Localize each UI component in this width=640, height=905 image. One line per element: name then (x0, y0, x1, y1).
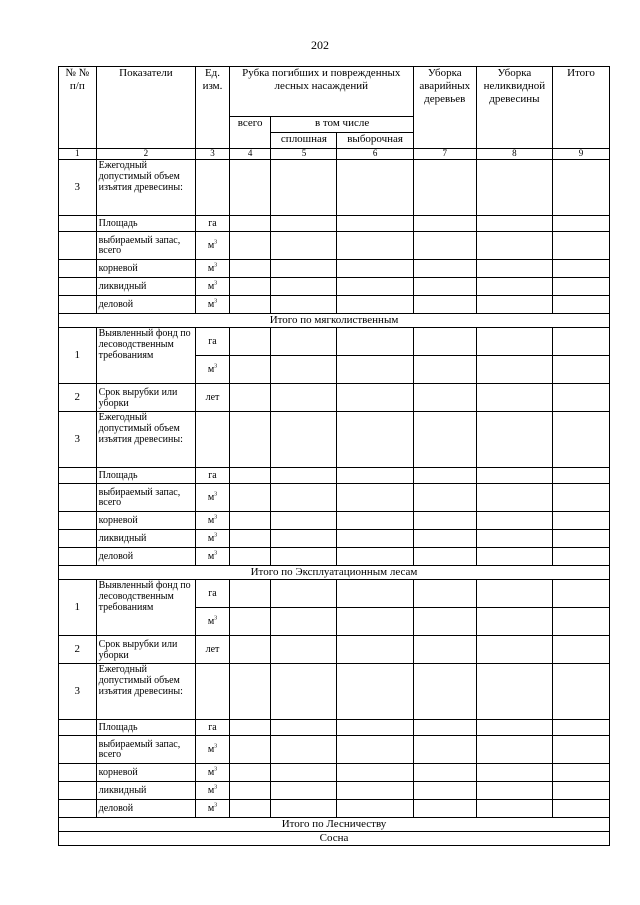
cutting-period-label: Срок вырубки или уборки (96, 384, 196, 412)
species-row (59, 832, 610, 846)
page-number: 202 (311, 38, 329, 52)
unit-m3: $м^3$ (196, 260, 230, 278)
unit-m3: $м^3$ (196, 296, 230, 314)
unit-m3: $м^3$ (196, 356, 230, 384)
table-row: 3 Ежегодный допустимый объем изъятия древесины: (59, 664, 610, 720)
table-row (59, 296, 610, 314)
species-pine: Сосна (59, 832, 610, 846)
business-label: деловой (96, 296, 196, 314)
unit-m3: $м^3$ (196, 484, 230, 512)
table-row (59, 260, 610, 278)
table-row (59, 764, 610, 782)
area-label: Площадь (96, 468, 196, 484)
col-num: 7 (413, 149, 476, 160)
column-numbers-row (59, 149, 610, 160)
area-label: Площадь (96, 720, 196, 736)
table-row (59, 782, 610, 800)
area-label: Площадь (96, 216, 196, 232)
root-label: корневой (96, 764, 196, 782)
header-clear-cut: сплошная (271, 133, 337, 149)
selected-stock-label: выбираемый запас, всего (96, 484, 196, 512)
total-row (59, 818, 610, 832)
table-row: 3 Ежегодный допустимый объем изъятия древесины: (59, 412, 610, 468)
col-num: 4 (229, 149, 271, 160)
annual-volume-label: Ежегодный допустимый объем изъятия древесины: (96, 664, 196, 720)
unit-m3: $м^3$ (196, 764, 230, 782)
total-softwood: Итого по мягколиственным (59, 314, 610, 328)
unit-m3: $м^3$ (196, 608, 230, 636)
col-num: 6 (337, 149, 413, 160)
table-row (59, 736, 610, 764)
forest-indicators-table (58, 66, 610, 846)
total-exploitation-forests: Итого по Эксплуатационным лесам (59, 566, 610, 580)
table-row: Площадь га (59, 468, 610, 484)
table-row (59, 512, 610, 530)
header-emergency-trees: Уборка аварийных деревьев (413, 67, 476, 149)
liquid-label: ликвидный (96, 530, 196, 548)
header-total: Итого (553, 67, 610, 149)
root-label: корневой (96, 512, 196, 530)
col-num: 8 (476, 149, 552, 160)
table-row (59, 232, 610, 260)
annual-volume-label: Ежегодный допустимый объем изъятия древесины: (96, 160, 196, 216)
unit-m3: $м^3$ (196, 512, 230, 530)
table-row (59, 278, 610, 296)
header-unit: Ед. изм. (196, 67, 230, 149)
liquid-label: ликвидный (96, 278, 196, 296)
table-row (59, 484, 610, 512)
cutting-period-label: Срок вырубки или уборки (96, 636, 196, 664)
identified-fund-label: Выявленный фонд по лесоводственным требованиям (96, 580, 196, 636)
unit-m3: $м^3$ (196, 548, 230, 566)
unit-m3: $м^3$ (196, 736, 230, 764)
unit-m3: $м^3$ (196, 278, 230, 296)
table-row (59, 800, 610, 818)
table-row (59, 530, 610, 548)
business-label: деловой (96, 548, 196, 566)
annual-volume-label: Ежегодный допустимый объем изъятия древесины: (96, 412, 196, 468)
header-indicators: Показатели (96, 67, 196, 149)
business-label: деловой (96, 800, 196, 818)
total-forestry: Итого по Лесничеству (59, 818, 610, 832)
table-row: 1 Выявленный фонд по лесоводственным требованиям га (59, 580, 610, 608)
col-num: 3 (196, 149, 230, 160)
table-row: 2 Срок вырубки или уборки лет (59, 384, 610, 412)
unit-m3: $м^3$ (196, 530, 230, 548)
col-num: 2 (96, 149, 196, 160)
unit-m3: $м^3$ (196, 800, 230, 818)
col-num: 9 (553, 149, 610, 160)
total-row (59, 314, 610, 328)
identified-fund-label: Выявленный фонд по лесоводственным требованиям (96, 328, 196, 384)
header-illiquid-wood: Уборка неликвидной древесины (476, 67, 552, 149)
col-num: 1 (59, 149, 97, 160)
header-num: № № п/п (59, 67, 97, 149)
total-row (59, 566, 610, 580)
col-num: 5 (271, 149, 337, 160)
header-including: в том числе (271, 117, 413, 133)
unit-m3: $м^3$ (196, 782, 230, 800)
table-row: Площадь га (59, 216, 610, 232)
table-row: 3 Ежегодный допустимый объем изъятия древесины: (59, 160, 610, 216)
header-felling: Рубка погибших и поврежденных лесных насаждений (229, 67, 413, 117)
table-row: 2 Срок вырубки или уборки лет (59, 636, 610, 664)
header-selective: выборочная (337, 133, 413, 149)
table-row: Площадь га (59, 720, 610, 736)
unit-m3: $м^3$ (196, 232, 230, 260)
header-all: всего (229, 117, 271, 149)
table-row (59, 548, 610, 566)
root-label: корневой (96, 260, 196, 278)
liquid-label: ликвидный (96, 782, 196, 800)
table-row: 1 Выявленный фонд по лесоводственным требованиям га (59, 328, 610, 356)
selected-stock-label: выбираемый запас, всего (96, 232, 196, 260)
selected-stock-label: выбираемый запас, всего (96, 736, 196, 764)
